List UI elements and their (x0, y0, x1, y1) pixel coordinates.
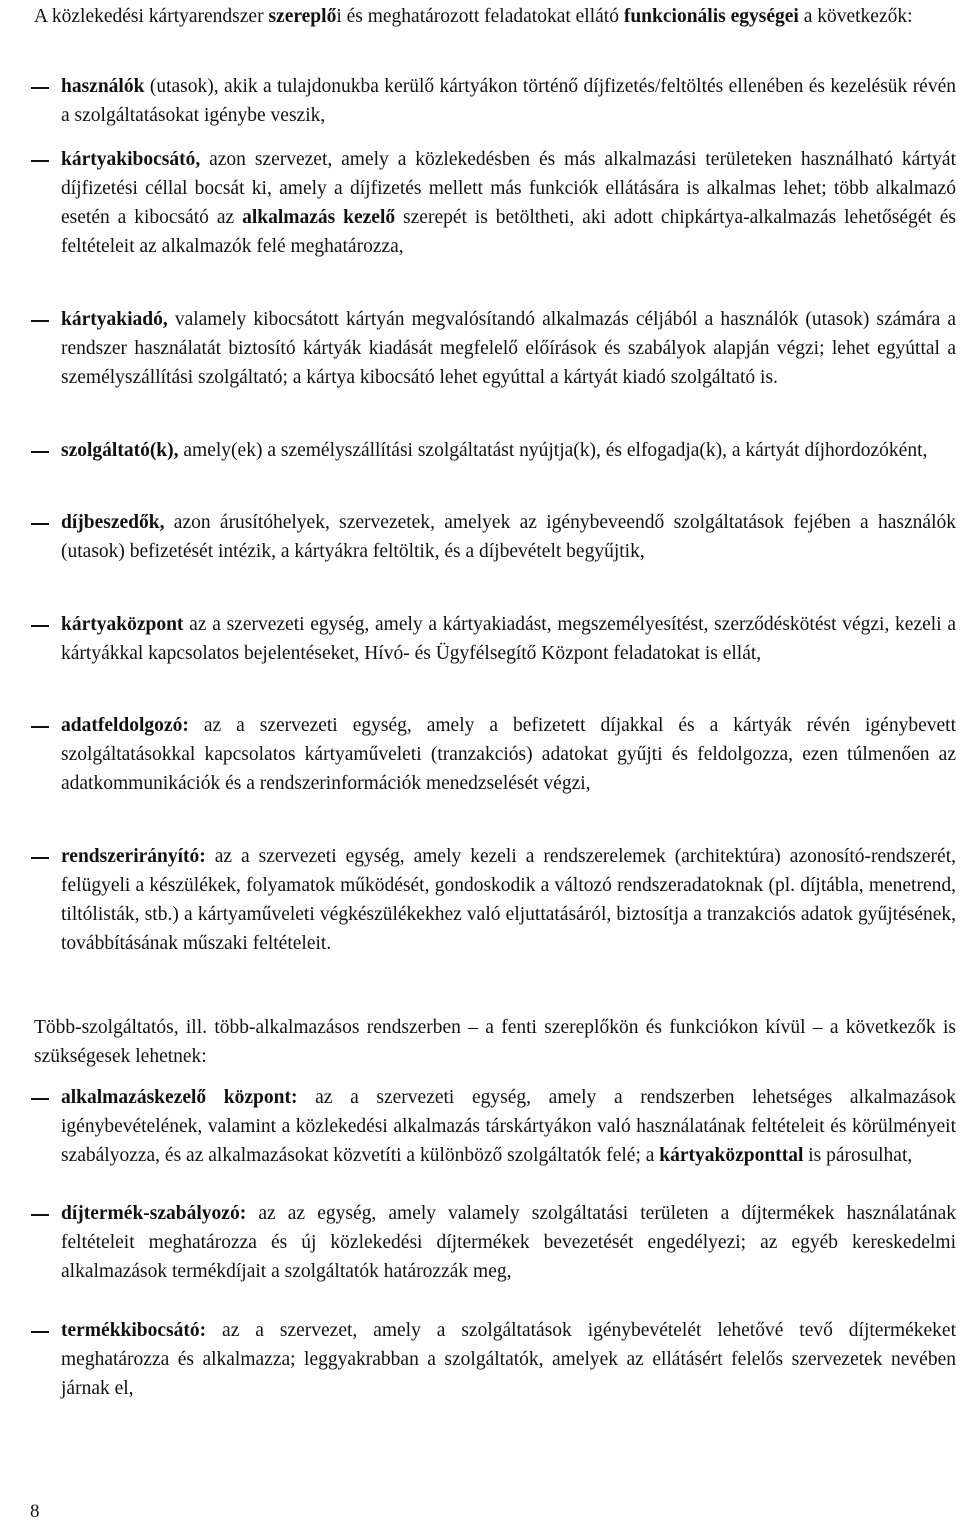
item-text: az a szervezeti egység, amely a kártyakiadást, megszemélyesítést, szerződéskötést végzi, kezeli a kártyákkal kapcsolatos bejelentéseket, Hívó- és Ügyfélsegítő Központ feladatokat is ellát, (61, 614, 956, 664)
list-item (61, 436, 956, 465)
item-term: termékkibocsátó: (61, 1320, 207, 1341)
list-item (61, 711, 956, 798)
item-text-2: is párosulhat, (803, 1145, 913, 1166)
intro-paragraph (34, 2, 956, 31)
list-item (61, 508, 956, 566)
item-text: azon szervezet, amely a közlekedésben és más alkalmazási területeken használható kártyát díjfizetési céllal bocsát ki, amely a díjfizetés mellett más funkciók ellátására is alkalmas lehet; több alkalmazó esetén a kibocsátó az (61, 149, 956, 228)
item-text: az a szervezeti egység, amely a befizetett díjakkal és a kártyák révén igénybevett szolgáltatásokkal kapcsolatos kártyaműveleti (tranzakciós) adatokat gyűjti és feldolgozza, ezen túlmenően az adatkommunikációk és a rendszerinformációk menedzselését végzi, (61, 715, 956, 794)
page-number: 8 (30, 1501, 40, 1522)
item-term: adatfeldolgozó: (61, 715, 189, 736)
item-term: rendszerirányító: (61, 846, 206, 867)
list-item (61, 305, 956, 392)
item-text: az a szervezeti egység, amely kezeli a rendszerelemek (architektúra) azonosító-rendszerét, felügyeli a készülékek, folyamatok működését, gondoskodik a változó rendszeradatoknak (pl. díjtábla, menetrend, tiltólisták, stb.) a kártyaműveleti végkészülékekhez való eljuttatásáról, biztosítja a tranzakciós adatok gyűjtésének, továbbításának műszaki feltételeit. (61, 846, 956, 954)
item-term: szolgáltató(k), (61, 440, 179, 461)
list-item (61, 1316, 956, 1403)
item-text-2: szerepét is betöltheti, aki adott chipkártya-alkalmazás lehetőségét és feltételeit az alkalmazók felé meghatározza, (61, 207, 957, 257)
intro-text-2: i és meghatározott feladatokat ellátó (336, 6, 624, 27)
item-term: kártyakiadó, (61, 309, 168, 330)
item-term: díjbeszedők, (61, 512, 165, 533)
item-text: az az egység, amely valamely szolgáltatási területen a díjtermékek használatának feltételeit meghatározza és új közlekedési díjtermékek bevezetését engedélyezi; az egyéb kereskedelmi alkalmazások termékdíjait a szolgáltatók határozzák meg, (61, 1203, 956, 1282)
item-term-2: alkalmazás kezelő (242, 207, 396, 228)
item-term-2: kártyaközponttal (659, 1145, 804, 1166)
intro-text-3: a következők: (798, 6, 913, 27)
item-term: kártyakibocsátó, (61, 149, 201, 170)
list-item (61, 610, 956, 668)
item-term: kártyaközpont (61, 614, 184, 635)
item-term: használók (61, 76, 145, 97)
item-term: alkalmazáskezelő központ: (61, 1087, 298, 1108)
intro-bold-1: szereplő (268, 6, 337, 27)
item-text: az a szervezet, amely a szolgáltatások igénybevételét lehetővé tevő díjtermékeket meghatározza és alkalmazza; leggyakrabban a szolgáltatók, amelyek az ellátásért felelős szervezetek nevében járnak el, (61, 1320, 956, 1399)
intro-text-1: A közlekedési kártyarendszer (34, 6, 269, 27)
item-text: az a szervezeti egység, amely a rendszerben lehetséges alkalmazások igénybevételének, valamint a közlekedési alkalmazás társkártyákon való használatának feltételeit és körülményeit szabályozza, és az alkalmazásokat közvetíti a különböző szolgáltatók felé; a (61, 1087, 956, 1166)
list-item (61, 1199, 956, 1286)
item-text: azon árusítóhelyek, szervezetek, amelyek az igénybeveendő szolgáltatások fejében a használók (utasok) befizetését intézik, a kártyákra feltöltik, és a díjbevételt begyűjtik, (61, 512, 956, 562)
list-item (61, 145, 956, 261)
list-item (61, 72, 956, 130)
item-text: valamely kibocsátott kártyán megvalósítandó alkalmazás céljából a használók (utasok) számára a rendszer használatát biztosító kártyák kiadását megfelelő előírások és szabályok alapján végzi; lehet egyúttal a személyszállítási szolgáltató; a kártya kibocsátó lehet egyúttal a kártyát kiadó szolgáltató is. (61, 309, 956, 388)
item-text: (utasok), akik a tulajdonukba kerülő kártyákon történő díjfizetés/feltöltés ellenében és kezelésük révén a szolgáltatásokat igénybe veszik, (61, 76, 956, 126)
middle-paragraph: Több-szolgáltatós, ill. több-alkalmazásos rendszerben – a fenti szereplőkön és funkciókon kívül – a következők is szükségesek lehetnek: (34, 1017, 956, 1067)
item-text: amely(ek) a személyszállítási szolgáltatást nyújtja(k), és elfogadja(k), a kártyát díjhordozóként, (178, 440, 928, 461)
list-item (61, 842, 956, 958)
intro-bold-2: funkcionális egységei (623, 6, 799, 27)
list-item (61, 1083, 956, 1170)
item-term: díjtermék-szabályozó: (61, 1203, 247, 1224)
